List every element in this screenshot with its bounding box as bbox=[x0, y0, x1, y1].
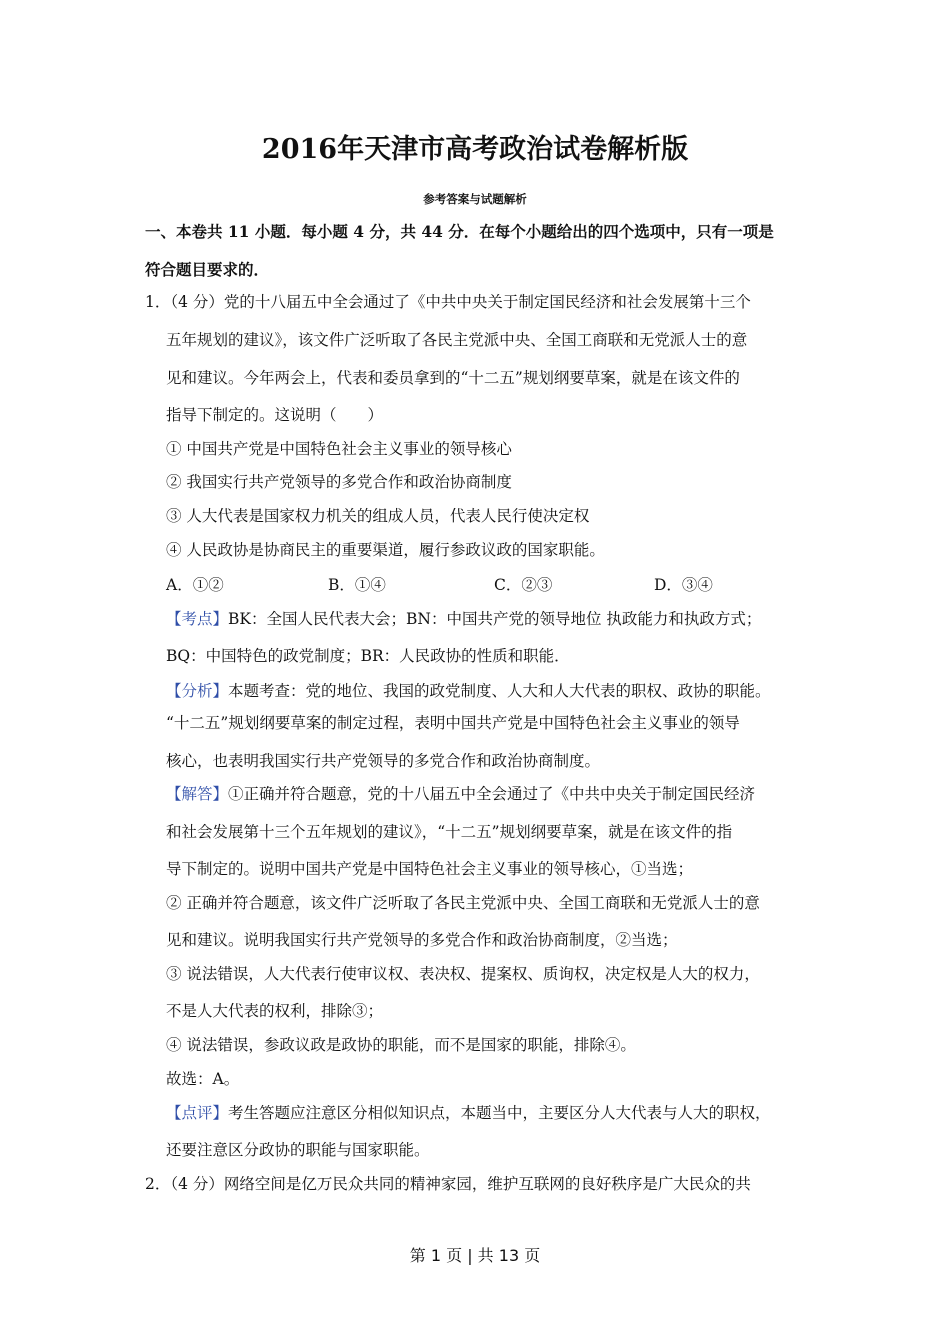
q1-jieda-line-1 bbox=[166, 784, 755, 804]
section-heading-line-2: 符合题目要求的． bbox=[145, 260, 270, 279]
q1-option-a: A．①② bbox=[166, 576, 224, 594]
q1-option-d: D．③④ bbox=[654, 576, 713, 594]
q1-jieda-line-9: 故选：A。 bbox=[166, 1070, 240, 1088]
q1-dianping-line-1 bbox=[166, 1103, 771, 1123]
q1-jieda-line-7: 不是人大代表的权利，排除③； bbox=[166, 1002, 384, 1020]
q1-fenxi-line-1 bbox=[166, 681, 771, 701]
q1-jieda-line-6: ③ 说法错误，人大代表行使审议权、表决权、提案权、质询权，决定权是人大的权力， bbox=[166, 965, 760, 983]
q1-jieda-line-3: 导下制定的。说明中国共产党是中国特色社会主义事业的领导核心，①当选； bbox=[166, 860, 694, 878]
q1-statement-4: ④ 人民政协是协商民主的重要渠道，履行参政议政的国家职能。 bbox=[166, 541, 605, 559]
q1-dianping-line-2: 还要注意区分政协的职能与国家职能。 bbox=[166, 1141, 430, 1159]
q1-stem-line-1: 1．（4 分）党的十八届五中全会通过了《中共中央关于制定国民经济和社会发展第十三个 bbox=[145, 293, 751, 311]
page-subtitle: 参考答案与试题解析 bbox=[423, 192, 527, 206]
q1-fenxi-line-3: 核心，也表明我国实行共产党领导的多党合作和政治协商制度。 bbox=[166, 752, 601, 770]
q1-statement-1: ① 中国共产党是中国特色社会主义事业的领导核心 bbox=[166, 440, 512, 458]
dianping-tag: 【点评】 bbox=[166, 1104, 229, 1122]
q1-jieda-line-5: 见和建议。说明我国实行共产党领导的多党合作和政治协商制度，②当选； bbox=[166, 931, 678, 949]
q2-stem-line-1: 2．（4 分）网络空间是亿万民众共同的精神家园，维护互联网的良好秩序是广大民众的共 bbox=[145, 1175, 751, 1193]
q1-jieda-line-4: ② 正确并符合题意，该文件广泛听取了各民主党派中央、全国工商联和无党派人士的意 bbox=[166, 894, 760, 912]
q1-option-b: B．①④ bbox=[328, 576, 386, 594]
kaodian-tag: 【考点】 bbox=[166, 610, 229, 628]
q1-fenxi-line-2: “十二五”规划纲要草案的制定过程，表明中国共产党是中国特色社会主义事业的领导 bbox=[166, 714, 740, 732]
jieda-tag: 【解答】 bbox=[166, 785, 229, 803]
q1-kaodian-line-2: BQ：中国特色的政党制度；BR：人民政协的性质和职能． bbox=[166, 647, 570, 665]
kaodian-text: BK：全国人民代表大会；BN：中国共产党的领导地位 执政能力和执政方式； bbox=[228, 610, 762, 628]
dianping-text: 考生答题应注意区分相似知识点，本题当中，主要区分人大代表与人大的职权， bbox=[228, 1104, 771, 1122]
fenxi-text: 本题考查：党的地位、我国的政党制度、人大和人大代表的职权、政协的职能。 bbox=[228, 682, 771, 700]
q1-option-c: C．②③ bbox=[494, 576, 553, 594]
q1-statement-3: ③ 人大代表是国家权力机关的组成人员，代表人民行使决定权 bbox=[166, 507, 590, 525]
fenxi-tag: 【分析】 bbox=[166, 682, 229, 700]
q1-statement-2: ② 我国实行共产党领导的多党合作和政治协商制度 bbox=[166, 473, 512, 491]
jieda-text: ①正确并符合题意，党的十八届五中全会通过了《中共中央关于制定国民经济 bbox=[228, 785, 756, 803]
q1-stem-line-2: 五年规划的建议》，该文件广泛听取了各民主党派中央、全国工商联和无党派人士的意 bbox=[166, 331, 748, 349]
page-footer: 第 1 页 | 共 13 页 bbox=[409, 1246, 541, 1265]
q1-jieda-line-2: 和社会发展第十三个五年规划的建议》，“十二五”规划纲要草案，就是在该文件的指 bbox=[166, 823, 733, 841]
q1-kaodian-line-1 bbox=[166, 609, 761, 629]
q1-stem-line-4: 指导下制定的。这说明（ ） bbox=[166, 406, 384, 424]
q1-stem-line-3: 见和建议。今年两会上，代表和委员拿到的“十二五”规划纲要草案，就是在该文件的 bbox=[166, 369, 740, 387]
page-title: 2016年天津市高考政治试卷解析版 bbox=[261, 134, 689, 165]
q1-jieda-line-8: ④ 说法错误，参政议政是政协的职能，而不是国家的职能，排除④。 bbox=[166, 1036, 636, 1054]
section-heading-line-1: 一、本卷共 11 小题．每小题 4 分，共 44 分．在每个小题给出的四个选项中，只有一项是 bbox=[145, 222, 774, 241]
